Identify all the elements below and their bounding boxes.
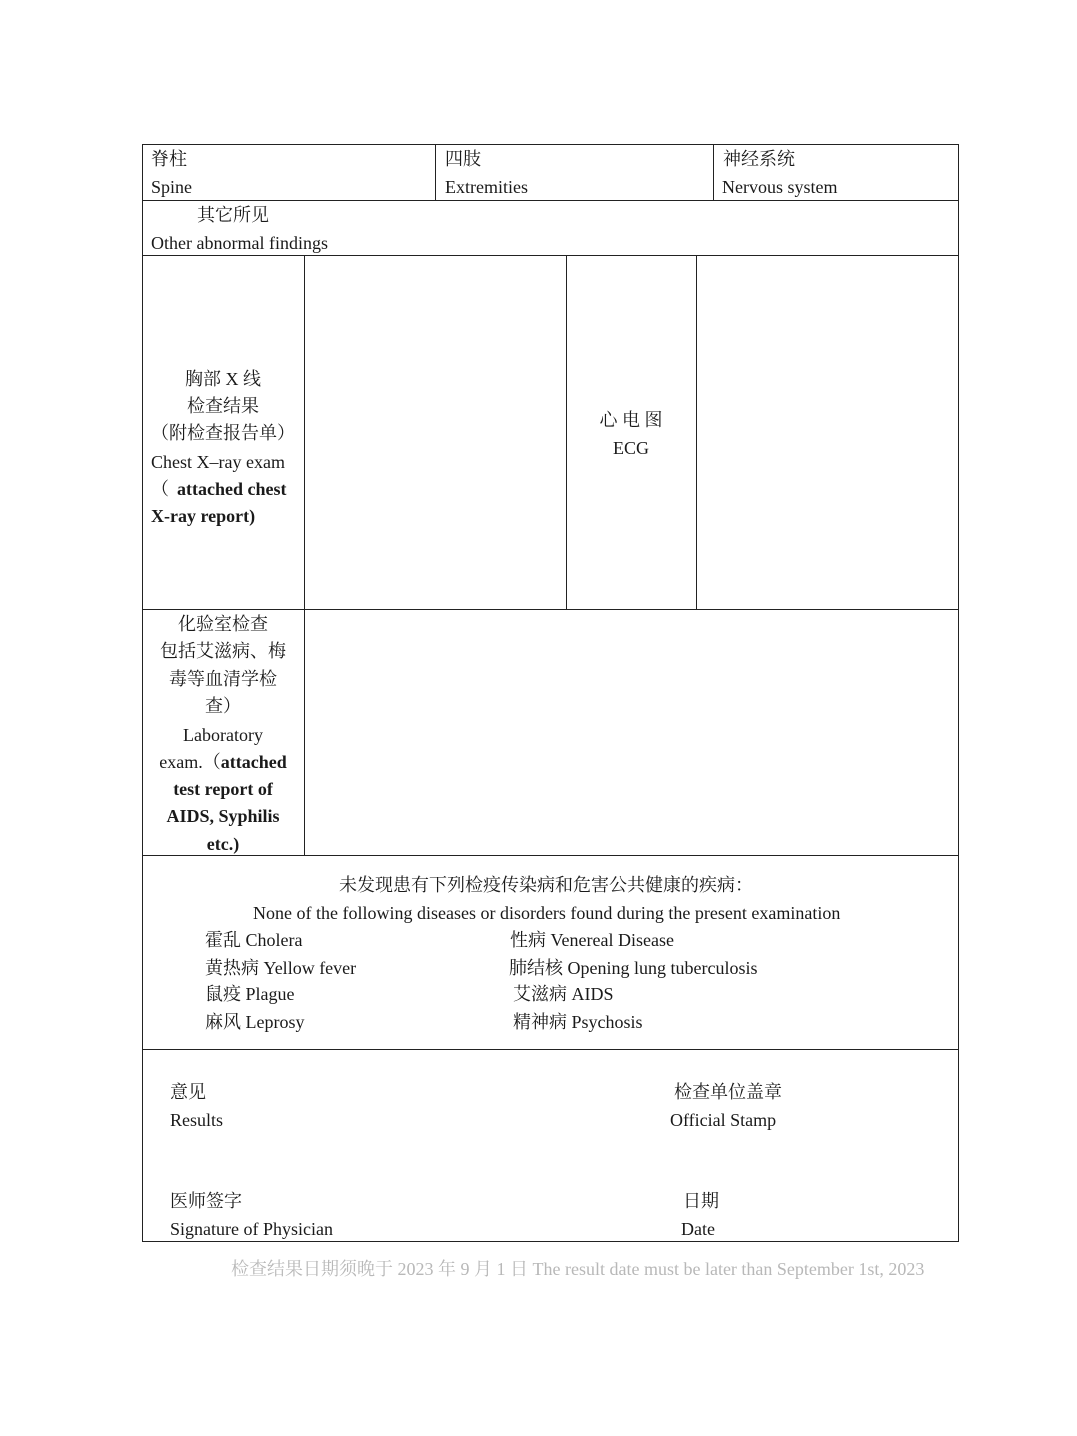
results-label-zh: 意见 <box>170 1082 206 1102</box>
col-divider <box>713 144 714 201</box>
disease-item: 鼠疫 Plague <box>205 984 295 1004</box>
lab-label-en-5: etc.) <box>206 834 240 854</box>
disease-item: 精神病 Psychosis <box>513 1012 643 1032</box>
chest-label-en-2-bold: attached chest <box>177 479 287 499</box>
lab-label-en-2-plain: exam.（ <box>159 752 221 772</box>
lab-label-en-1: Laboratory <box>183 725 263 745</box>
other-findings-label-zh: 其它所见 <box>197 205 269 225</box>
disease-item: 性病 Venereal Disease <box>510 930 674 950</box>
nervous-label-en: Nervous system <box>722 177 838 197</box>
lab-label-zh-1: 化验室检查 <box>178 614 268 634</box>
ecg-label-en: ECG <box>613 438 649 458</box>
physician-label-zh: 医师签字 <box>170 1191 242 1211</box>
disease-item: 艾滋病 AIDS <box>513 984 614 1004</box>
stamp-label-en: Official Stamp <box>670 1110 777 1130</box>
col-divider <box>696 255 697 610</box>
col-divider <box>304 255 305 610</box>
other-findings-label-en: Other abnormal findings <box>151 233 328 253</box>
extremities-label-en: Extremities <box>445 177 528 197</box>
disease-heading-zh: 未发现患有下列检疫传染病和危害公共健康的疾病： <box>339 875 753 895</box>
border-right <box>958 144 959 1242</box>
lab-label-en-2 <box>142 749 304 776</box>
row-divider <box>142 609 959 610</box>
chest-label-zh-3: （附检查报告单） <box>151 423 295 443</box>
lab-label-zh-3: 毒等血清学检 <box>169 669 277 689</box>
disease-item: 肺结核 Opening lung tuberculosis <box>509 958 758 978</box>
lab-label-en-2-bold: attached <box>220 752 287 772</box>
disease-item: 霍乱 Cholera <box>205 930 303 950</box>
extremities-label-zh: 四肢 <box>445 149 481 169</box>
lab-label-en-3: test report of <box>173 779 273 799</box>
disease-heading-en: None of the following diseases or disorders found during the present examination <box>253 903 841 923</box>
chest-label-en-3: X-ray report) <box>151 506 256 526</box>
border-top <box>142 144 959 145</box>
row-divider <box>142 1049 959 1050</box>
physician-label-en: Signature of Physician <box>170 1219 333 1239</box>
spine-label-en: Spine <box>151 177 193 197</box>
col-divider <box>304 609 305 856</box>
col-divider <box>435 144 436 201</box>
disease-item: 黄热病 Yellow fever <box>205 958 357 978</box>
spine-label-zh: 脊柱 <box>151 149 187 169</box>
results-label-en: Results <box>170 1110 224 1130</box>
disease-item: 麻风 Leprosy <box>205 1012 305 1032</box>
chest-label-en-2 <box>151 476 286 503</box>
date-label-zh: 日期 <box>683 1191 719 1211</box>
nervous-label-zh: 神经系统 <box>723 149 795 169</box>
chest-label-en-2-paren: （ <box>151 479 169 499</box>
stamp-label-zh: 检查单位盖章 <box>674 1082 782 1102</box>
lab-label-en-4: AIDS, Syphilis <box>166 806 280 826</box>
chest-label-zh-1: 胸部 X 线 <box>185 369 261 389</box>
lab-label-zh-2: 包括艾滋病、梅 <box>160 641 286 661</box>
chest-label-zh-2: 检查结果 <box>187 396 259 416</box>
lab-label-zh-4: 查） <box>205 696 241 716</box>
date-label-en: Date <box>681 1219 715 1239</box>
footer-note: 检查结果日期须晚于 2023 年 9 月 1 日 The result date must be later than September 1st, 2023 <box>231 1259 925 1279</box>
chest-label-en-1: Chest X–ray exam <box>151 452 285 472</box>
ecg-label-zh: 心 电 图 <box>599 410 663 430</box>
